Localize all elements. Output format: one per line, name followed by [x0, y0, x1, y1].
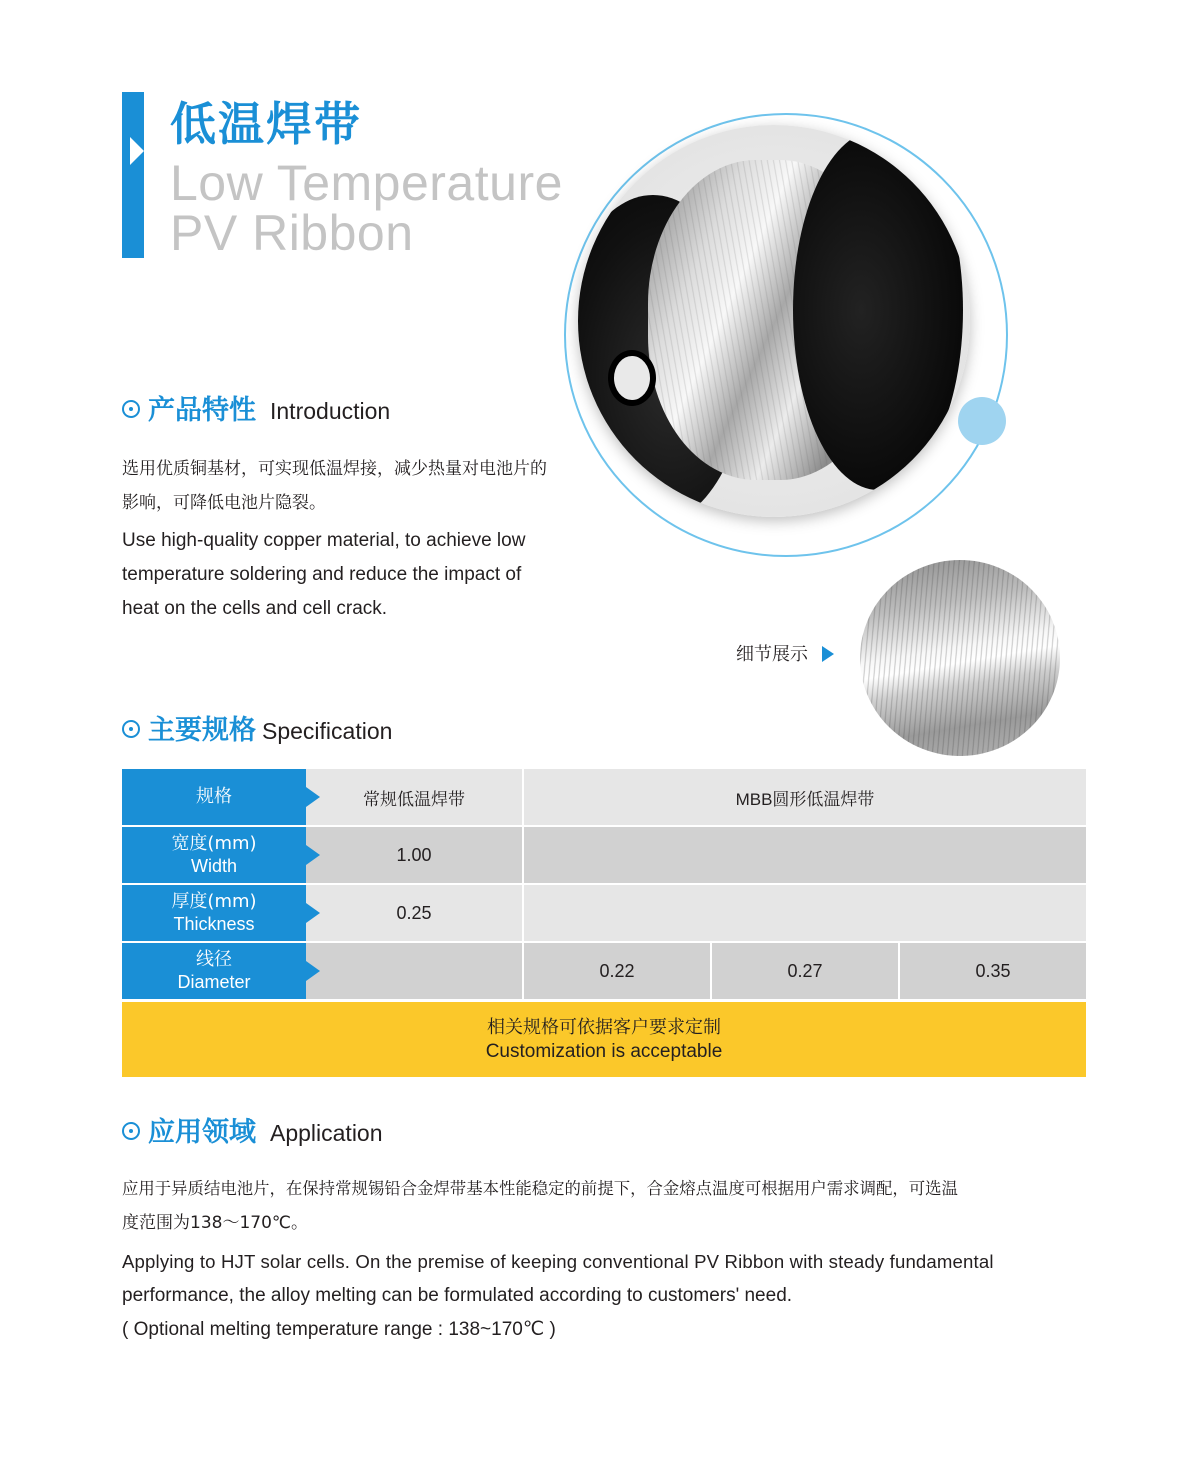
page-title-en [170, 155, 563, 261]
intro-cn-line: 选用优质铜基材，可实现低温焊接，减少热量对电池片的 [122, 459, 547, 479]
row-header-spec [122, 769, 306, 825]
diameter-value-cell: 0.22 [524, 943, 710, 999]
intro-en-line: Use high-quality copper material, to achieve low [122, 530, 526, 551]
introduction-text-en [122, 524, 592, 626]
application-heading-cn: 应用领域 [148, 1117, 256, 1148]
width-mbb-cell [524, 827, 1086, 883]
spec-regular-cell [306, 769, 522, 825]
row-header-width-en: Width [190, 856, 237, 876]
table-row-thickness [122, 885, 1086, 941]
triangle-right-icon [822, 646, 834, 662]
title-en-line2: PV Ribbon [170, 205, 414, 261]
intro-en-line: heat on the cells and cell crack. [122, 598, 388, 619]
introduction-text-cn [122, 452, 602, 520]
title-accent-bar [122, 92, 144, 258]
title-en-line1: Low Temperature [170, 155, 563, 211]
row-header-thickness-en: Thickness [173, 914, 255, 934]
specification-heading [122, 708, 392, 747]
spec-mbb-cell [524, 769, 1086, 825]
spool-flange-right [793, 130, 963, 490]
application-cn-line: 应用于异质结电池片，在保持常规锡铅合金焊带基本性能稳定的前提下，合金熔点温度可根据用户需求调配，可选温 [122, 1179, 958, 1198]
application-cn-line: 度范围为138～170℃。 [122, 1213, 308, 1233]
intro-cn-line: 影响，可降低电池片隐裂。 [122, 493, 326, 513]
introduction-heading-cn: 产品特性 [148, 395, 256, 426]
spec-mbb-text: MBB圆形低温焊带 [735, 789, 875, 809]
customization-text-cn: 相关规格可依据客户要求定制 [487, 1016, 721, 1038]
thickness-mbb-cell [524, 885, 1086, 941]
row-header-width-cn: 宽度(mm) [171, 833, 257, 854]
intro-en-line: temperature soldering and reduce the impact of [122, 564, 522, 585]
thickness-regular-cell: 0.25 [306, 885, 522, 941]
row-header-diameter-en: Diameter [177, 972, 251, 992]
introduction-heading-en: Introduction [270, 398, 391, 424]
ribbon-closeup-photo [860, 560, 1060, 756]
diameter-regular-cell [306, 943, 522, 999]
specification-heading-en: Specification [262, 718, 393, 744]
application-en-line: ( Optional melting temperature range : 138~170℃ ) [122, 1319, 556, 1340]
introduction-heading [122, 388, 390, 427]
target-circle-icon [122, 720, 140, 738]
customization-banner [122, 1002, 1086, 1077]
table-row-spec [122, 769, 1086, 825]
spec-regular-text: 常规低温焊带 [363, 789, 465, 809]
row-header-diameter-cn: 线径 [196, 949, 232, 970]
decorative-dot [958, 397, 1006, 445]
application-heading-en: Application [270, 1120, 383, 1146]
diameter-value-cell: 0.27 [712, 943, 898, 999]
row-header-spec-cn: 规格 [196, 786, 232, 807]
row-header-thickness-cn: 厚度(mm) [171, 891, 257, 912]
target-circle-icon [122, 400, 140, 418]
page-title-cn: 低温焊带 [170, 97, 362, 151]
target-circle-icon [122, 1122, 140, 1140]
diameter-value-cell: 0.35 [900, 943, 1086, 999]
table-row-diameter [122, 943, 1086, 999]
application-text-cn [122, 1172, 1086, 1240]
width-regular-cell: 1.00 [306, 827, 522, 883]
table-row-width [122, 827, 1086, 883]
application-text-en [122, 1245, 1086, 1347]
spool-photo [578, 125, 970, 517]
customization-text-en: Customization is acceptable [485, 1040, 723, 1062]
application-en-line: Applying to HJT solar cells. On the premise of keeping conventional PV Ribbon with steady fundamental [122, 1251, 994, 1272]
title-notch [130, 137, 144, 165]
application-en-line: performance, the alloy melting can be formulated according to customers' need. [122, 1285, 793, 1306]
row-header-thickness [122, 885, 306, 941]
specification-heading-cn: 主要规格 [148, 715, 256, 746]
detail-label: 细节展示 [736, 644, 808, 665]
row-header-diameter [122, 943, 306, 999]
application-heading [122, 1110, 383, 1149]
spool-hole [608, 350, 656, 406]
row-header-width [122, 827, 306, 883]
